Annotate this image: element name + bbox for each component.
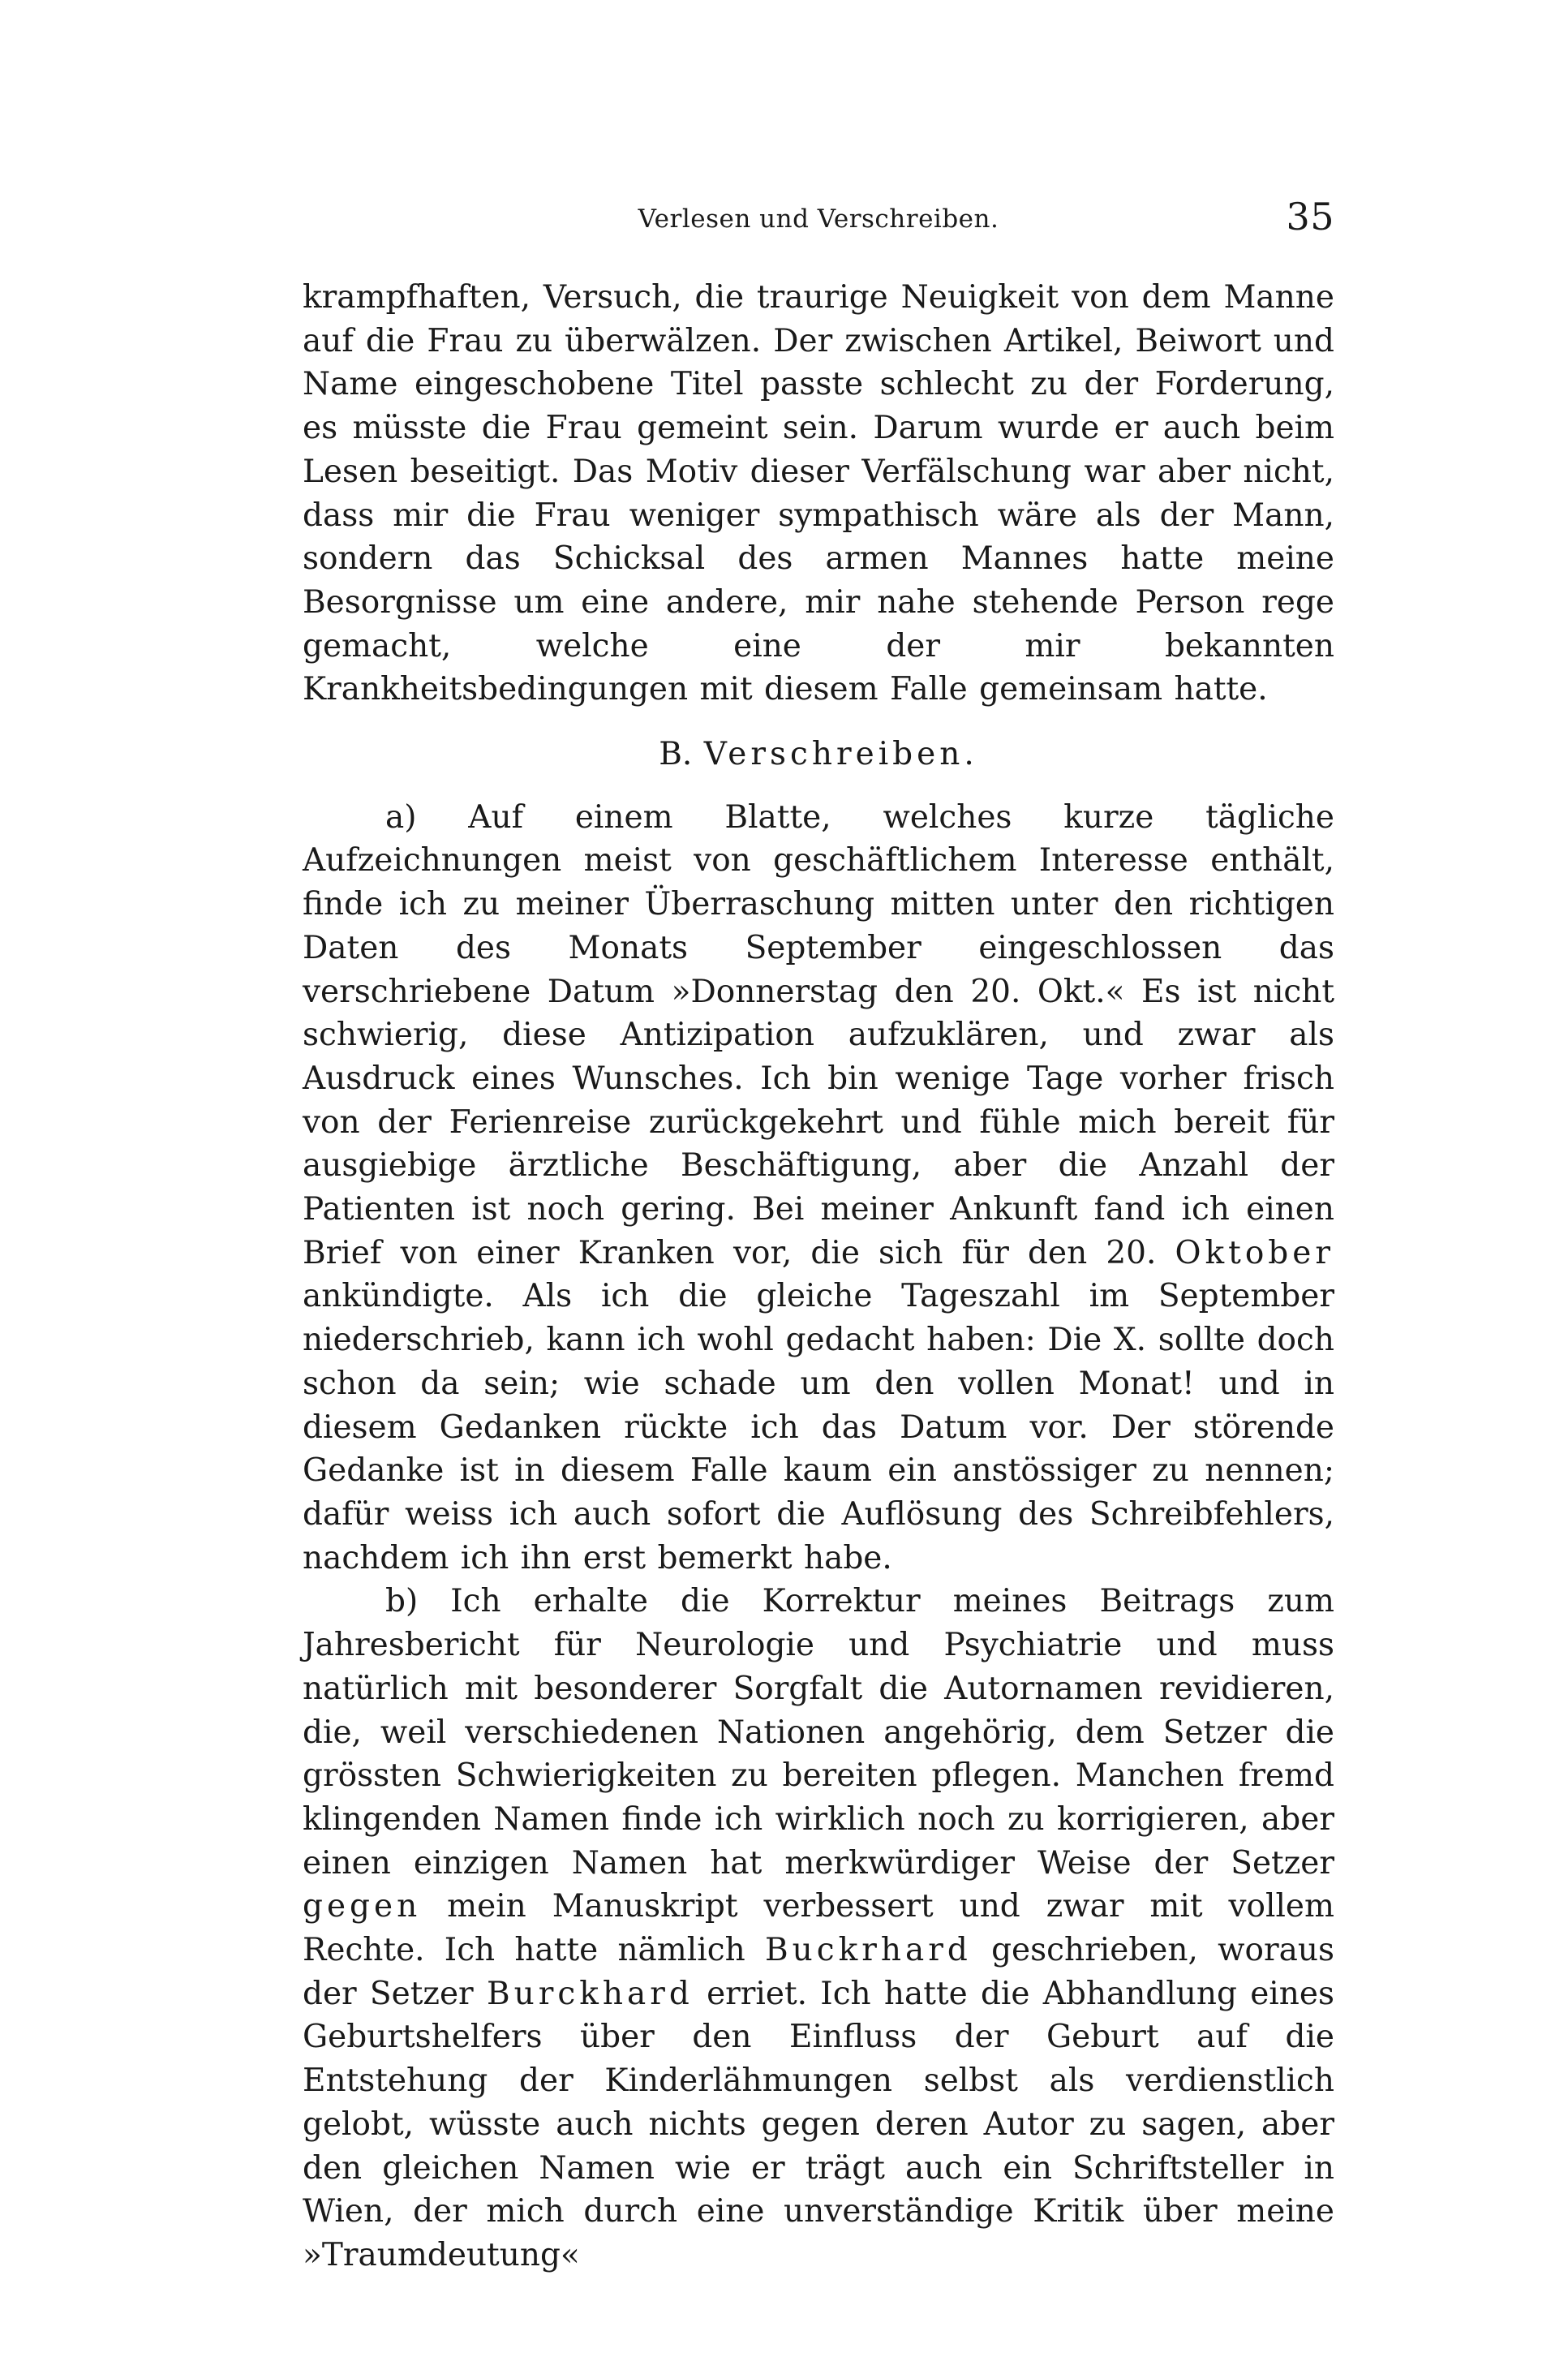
paragraph-b-part3: geschrieben, woraus der Setzer xyxy=(303,1932,1334,2012)
section-title: Verschreiben. xyxy=(703,736,978,773)
running-title: Verlesen und Verschreiben. xyxy=(638,204,999,234)
paragraph-a-part1: a) Auf einem Blatte, welches kurze tägliche Aufzeichnungen meist von geschäftlichem Interesse enthält, finde ich zu meiner Überraschung mitten unter den richtigen Daten des Monats September eingeschlossen das verschriebene Datum »Donnerstag den 20. Okt.« Es ist nicht schwierig, diese Antizipation aufzuklären, und zwar als Ausdruck eines Wunsches. Ich bin wenige Tage vorher frisch von der Ferienreise zurückgekehrt und fühle mich bereit für ausgiebige ärztliche Beschäftigung, aber die Anzahl der Patienten ist noch gering. Bei meiner Ankunft fand ich einen Brief von einer Kranken vor, die sich für den 20. xyxy=(303,798,1334,1271)
book-page xyxy=(303,195,1334,2277)
paragraph-b-part1: b) Ich erhalte die Korrektur meines Beitrags zum Jahresbericht für Neurologie und Psychiatrie und muss natürlich mit besonderer Sorgfalt die Autornamen revidieren, die, weil verschiedenen Nationen angehörig, dem Setzer die grössten Schwierigkeiten zu bereiten pflegen. Manchen fremd klingenden Namen finde ich wirklich noch zu korrigieren, aber einen einzigen Namen hat merkwürdiger Weise der Setzer xyxy=(303,1583,1334,1882)
emphasis-oktober: Oktober xyxy=(1175,1234,1334,1271)
paragraph-b-part4: erriet. Ich hatte die Abhandlung eines Geburtshelfers über den Einfluss der Geburt auf die Entstehung der Kinderlähmungen selbst als verdienstlich gelobt, wüsste auch nichts gegen deren Autor zu sagen, aber den gleichen Namen wie er trägt auch ein Schriftsteller in Wien, der mich durch eine unverständige Kritik über meine »Traumdeutung« xyxy=(303,1975,1334,2273)
opening-paragraph: krampfhaften, Versuch, die traurige Neuigkeit von dem Manne auf die Frau zu überwälzen. Der zwischen Artikel, Beiwort und Name eingeschobene Titel passte schlecht zu der Forderung, es müsste die Frau gemeint sein. Darum wurde er auch beim Lesen beseitigt. Das Motiv dieser Verfälschung war aber nicht, dass mir die Frau weniger sympathisch wäre als der Mann, sondern das Schicksal des armen Mannes hatte meine Besorgnisse um eine andere, mir nahe stehende Person rege gemacht, welche eine der mir bekannten Krankheitsbedingungen mit diesem Falle gemeinsam hatte. xyxy=(303,279,1334,708)
page-header xyxy=(303,195,1334,243)
paragraph-b xyxy=(303,1580,1334,2277)
section-heading xyxy=(303,733,1334,776)
paragraph-a-part2: ankündigte. Als ich die gleiche Tageszahl im September niederschrieb, kann ich wohl gedacht haben: Die X. sollte doch schon da sein; wie schade um den vollen Monat! und in diesem Gedanken rückte ich das Datum vor. Der störende Gedanke ist in diesem Falle kaum ein anstössiger zu nennen; dafür weiss ich auch sofort die Auflösung des Schreibfehlers, nachdem ich ihn erst bemerkt habe. xyxy=(303,1278,1334,1576)
emphasis-gegen: gegen xyxy=(303,1888,422,1925)
emphasis-burckhard: Burckhard xyxy=(486,1975,694,2012)
page-number: 35 xyxy=(1286,195,1334,239)
emphasis-buckrhard: Buckrhard xyxy=(764,1932,972,1969)
body-text xyxy=(303,276,1334,2277)
paragraph-b-part2: mein Manuskript verbessert und zwar mit vollem Rechte. Ich hatte nämlich xyxy=(303,1888,1334,1969)
section-label: B. xyxy=(659,736,693,773)
paragraph-a xyxy=(303,796,1334,1581)
